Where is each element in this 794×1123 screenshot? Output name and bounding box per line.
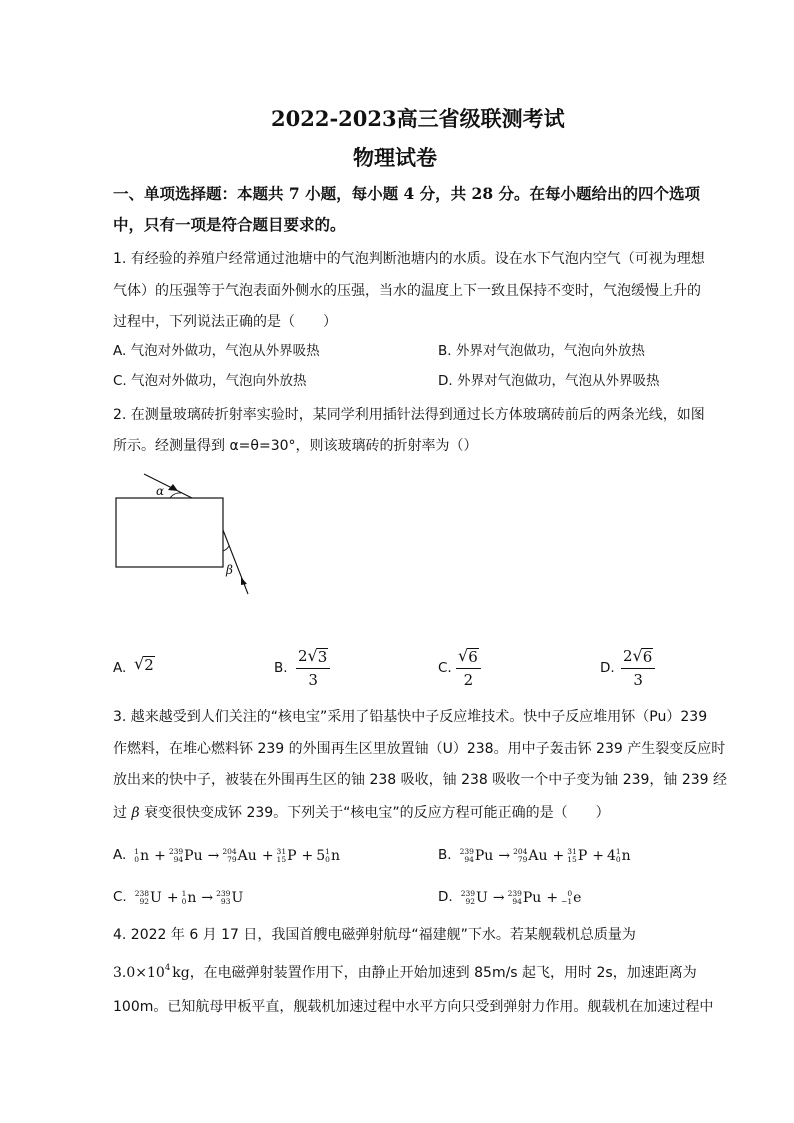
q2-option-d-radicand: 6 (642, 648, 653, 666)
q3-option-c[interactable]: C. 238 92 U + 1 0 n → 239 93 U (113, 889, 244, 906)
q2-option-d-coef: 2 (623, 647, 633, 665)
q4-stem-line3: 100m。已知航母甲板平直，舰载机加速过程中水平方向只受到弹射力作用。舰载机在加速过程中 (113, 999, 714, 1015)
q2-option-c-fraction: √ 6 2 (456, 648, 481, 688)
q2-option-b-coef: 2 (298, 647, 308, 665)
q2-option-a-label[interactable]: A. (113, 660, 127, 676)
q2-option-c-label[interactable]: C. (438, 660, 452, 676)
q3-option-a[interactable]: A. 1 0 n + 239 94 Pu → 204 79 Au + 31 15 P + 5 1 0 n (113, 847, 340, 864)
q1-option-b[interactable]: B. 外界对气泡做功，气泡向外放热 (438, 343, 645, 359)
q3-stem-line4: 过 β 衰变很快变成钚 239。下列关于“核电宝”的反应方程可能正确的是（ ） (113, 805, 610, 821)
q1-stem-line1: 1. 有经验的养殖户经常通过池塘中的气泡判断池塘内的水质。设在水下气泡内空气（可视为理想 (113, 251, 705, 267)
emergent-arrowhead (241, 577, 247, 585)
section-heading-line2: 中，只有一项是符合题目要求的。 (113, 215, 346, 234)
beta-arc (223, 546, 229, 551)
beta-symbol: β (131, 805, 140, 821)
beta-label: β (226, 563, 233, 577)
q1-option-c[interactable]: C. 气泡对外做功，气泡向外放热 (113, 373, 307, 389)
q2-option-c-denominator: 2 (463, 671, 474, 689)
q2-option-d-denominator: 3 (633, 671, 643, 689)
glass-block (116, 498, 223, 567)
q4-stem-line2: $3.0\times 10^4$ kg，在电磁弹射装置作用下，由静止开始加速到 85m/s 起飞，用时 2s，加速距离为 (113, 963, 697, 981)
alpha-arc (170, 493, 181, 498)
q1-stem-line2: 气体）的压强等于气泡表面外侧水的压强，当水的温度上下一致且保持不变时，气泡缓慢上升的 (113, 283, 701, 299)
q2-option-b-fraction: 2 √ 3 3 (296, 648, 330, 688)
q2-option-b-label[interactable]: B. (274, 660, 288, 676)
q4-mass-value: $3.0\times 10^4$ kg (113, 963, 190, 981)
glass-block-figure (108, 468, 268, 602)
incident-ray (144, 474, 192, 498)
q2-option-b-radicand: 3 (317, 648, 328, 666)
q2-stem-line1: 2. 在测量玻璃砖折射率实验时，某同学利用插针法得到通过长方体玻璃砖前后的两条光线，如图 (113, 407, 705, 423)
q3-stem-line3: 放出来的快中子，被装在外围再生区的铀 238 吸收，铀 238 吸收一个中子变为铀 239，铀 239 经 (113, 772, 728, 788)
q2-option-d-label[interactable]: D. (600, 660, 615, 676)
q4-stem-line1: 4. 2022 年 6 月 17 日，我国首艘电磁弹射航母“福建舰”下水。若某舰载机总质量为 (113, 927, 636, 943)
q1-stem-line3: 过程中，下列说法正确的是（ ） (113, 314, 337, 330)
q1-option-d[interactable]: D. 外界对气泡做功，气泡从外界吸热 (438, 373, 660, 389)
q2-stem-line2: 所示。经测量得到 α=θ=30°，则该玻璃砖的折射率为（） (113, 438, 478, 454)
incident-arrowhead (168, 484, 178, 491)
q3-option-d[interactable]: D. 239 92 U → 239 94 Pu + 0 −1 e (438, 889, 582, 906)
alpha-label: α (156, 484, 165, 498)
q2-option-a-value: √ 2 (134, 654, 154, 674)
q2-option-c-radicand: 6 (468, 648, 478, 666)
q2-option-d-fraction: 2 √ 6 3 (621, 648, 655, 688)
exam-subtitle: 物理试卷 (353, 145, 437, 170)
q3-stem-line1: 3. 越来越受到人们关注的“核电宝”采用了铅基快中子反应堆技术。快中子反应堆用钚（Pu）239 (113, 709, 708, 725)
q1-option-a[interactable]: A. 气泡对外做功，气泡从外界吸热 (113, 343, 320, 359)
q3-stem-line2: 作燃料，在堆心燃料钚 239 的外围再生区里放置铀（U）238。用中子轰击钚 239 产生裂变反应时 (113, 741, 726, 757)
q3-option-b[interactable]: B. 239 94 Pu → 204 79 Au + 31 15 P + 4 1 0 n (438, 847, 631, 864)
exam-title: 2022-2023高三省级联测考试 (271, 106, 565, 131)
q2-option-a-radicand: 2 (144, 656, 154, 674)
q2-option-b-denominator: 3 (308, 671, 318, 689)
section-heading-line1: 一、单项选择题：本题共 7 小题，每小题 4 分，共 28 分。在每小题给出的四个选项 (113, 184, 701, 203)
